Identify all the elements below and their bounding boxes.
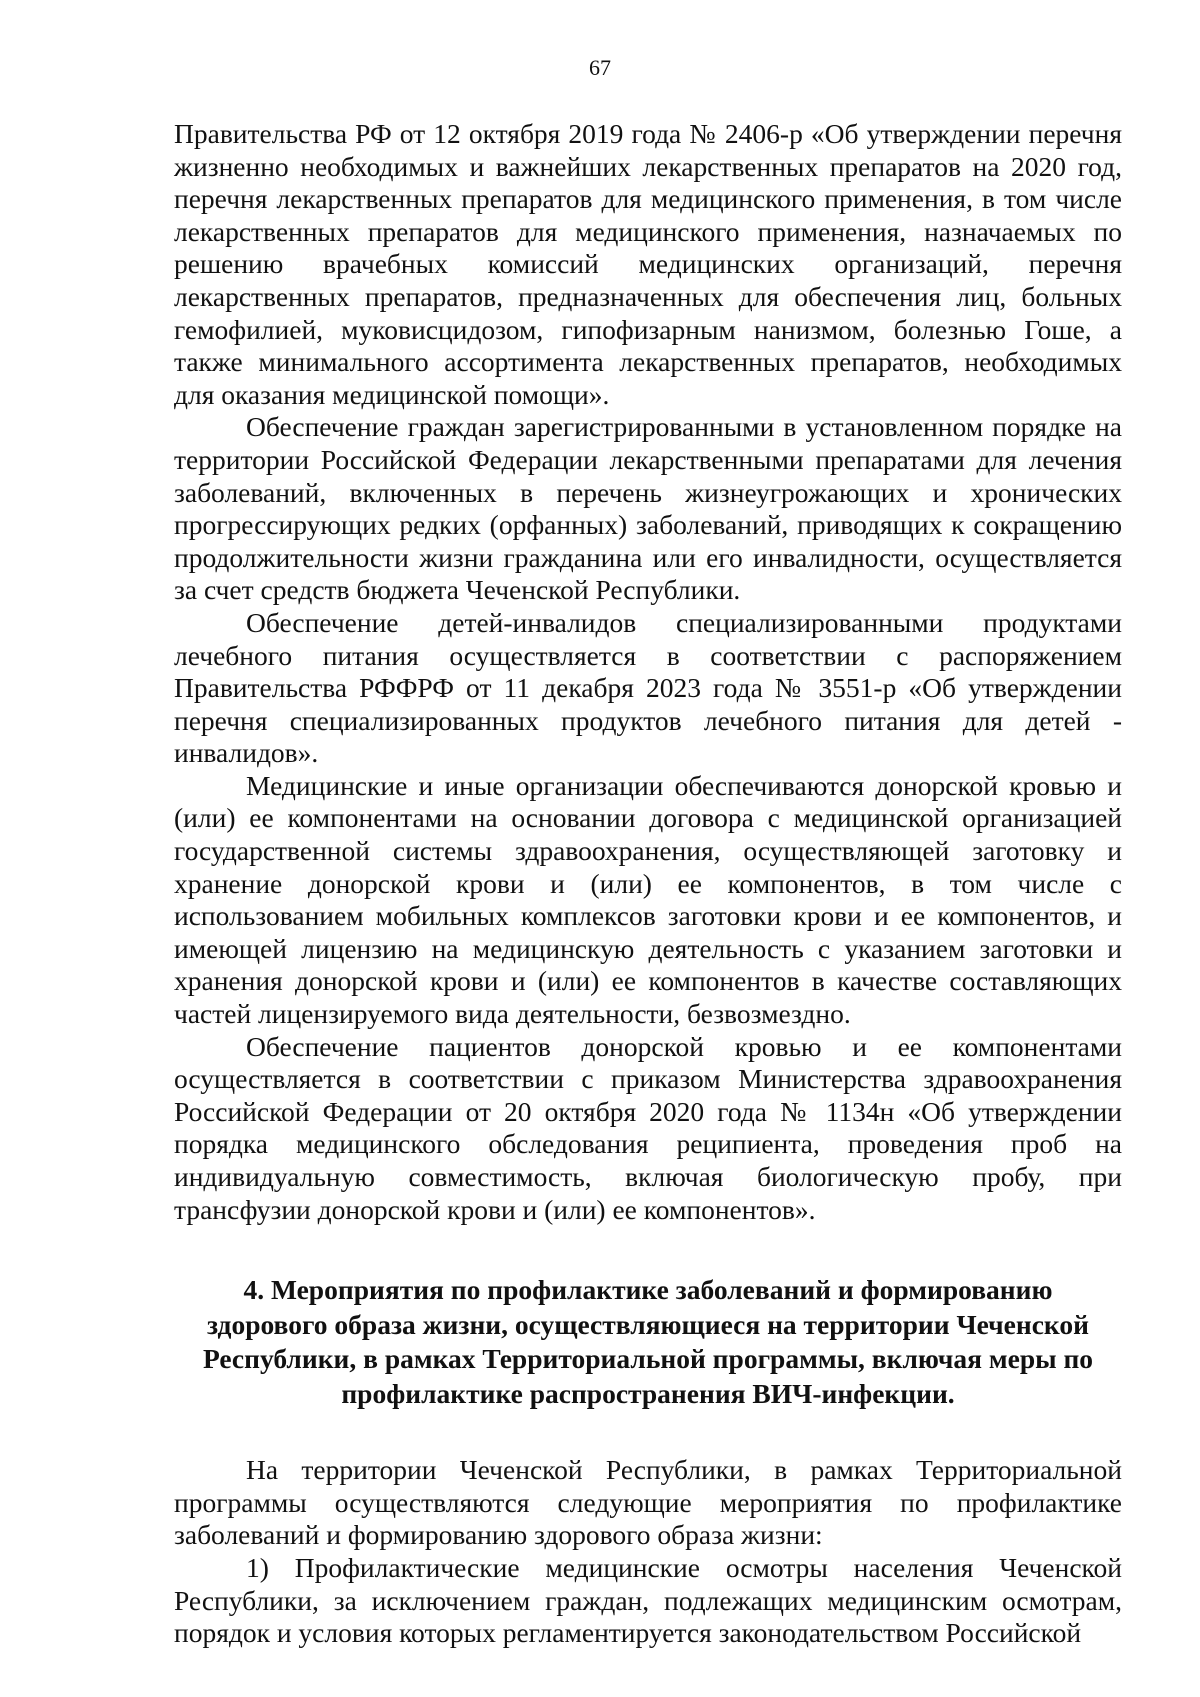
paragraph: На территории Чеченской Республики, в рамках Территориальной программы осуществляются следующие мероприятия по профилактике заболеваний и формированию здорового образа жизни: (174, 1454, 1122, 1551)
page-number: 67 (589, 55, 611, 80)
paragraph: 1) Профилактические медицинские осмотры населения Чеченской Республики, за исключением граждан, подлежащих медицинским осмотрам, порядок и условия которых регламентируется законодательством Российской (174, 1551, 1122, 1649)
paragraph: Медицинские и иные организации обеспечиваются донорской кровью и (или) ее компонентами на основании договора с медицинской организацией государственной системы здравоохранения, осуществляющей заготовку и хранение донорской крови и (или) ее компонентов, в том числе с использованием мобильных комплексов заготовки крови и ее компонентов, и имеющей лицензию на медицинскую деятельность с указанием заготовки и хранения донорской крови и (или) ее компонентов в качестве составляющих частей лицензируемого вида деятельности, безвозмездно. (174, 769, 1122, 1030)
section-heading-line: Республики, в рамках Территориальной программы, включая меры по (202, 1343, 1094, 1375)
section-heading-line: 4. Мероприятия по профилактике заболеваний и формированию (243, 1274, 1053, 1306)
section-heading (174, 1273, 1122, 1411)
paragraph: Обеспечение детей-инвалидов специализированными продуктами лечебного питания осуществляется в соответствии с распоряжением Правительства РФФРФ от 11 декабря 2023 года № 3551-р «Об утверждении перечня специализированных продуктов лечебного питания для детей - инвалидов». (174, 606, 1122, 769)
paragraph: Правительства РФ от 12 октября 2019 года № 2406-р «Об утверждении перечня жизненно необходимых и важнейших лекарственных препаратов на 2020 год, перечня лекарственных препаратов для медицинского применения, в том числе лекарственных препаратов для медицинского применения, назначаемых по решению врачебных комиссий медицинских организаций, перечня лекарственных препаратов, предназначенных для обеспечения лиц, больных гемофилией, муковисцидозом, гипофизарным нанизмом, болезнью Гоше, а также минимального ассортимента лекарственных препаратов, необходимых для оказания медицинской помощи». (174, 118, 1122, 410)
section-heading-line: профилактике распространения ВИЧ-инфекции. (341, 1377, 955, 1409)
paragraph: Обеспечение граждан зарегистрированными в установленном порядке на территории Российской Федерации лекарственными препаратами для лечения заболеваний, включенных в перечень жизнеугрожающих и хронических прогрессирующих редких (орфанных) заболеваний, приводящих к сокращению продолжительности жизни гражданина или его инвалидности, осуществляется за счет средств бюджета Чеченской Республики. (174, 411, 1122, 606)
section-heading-line: здорового образа жизни, осуществляющиеся на территории Чеченской (206, 1308, 1089, 1340)
document-body (174, 118, 1122, 1650)
paragraph: Обеспечение пациентов донорской кровью и ее компонентами осуществляется в соответствии с приказом Министерства здравоохранения Российской Федерации от 20 октября 2020 года № 1134н «Об утверждении порядка медицинского обследования реципиента, проведения проб на индивидуальную совместимость, включая биологическую пробу, при трансфузии донорской крови и (или) ее компонентов». (174, 1030, 1122, 1225)
